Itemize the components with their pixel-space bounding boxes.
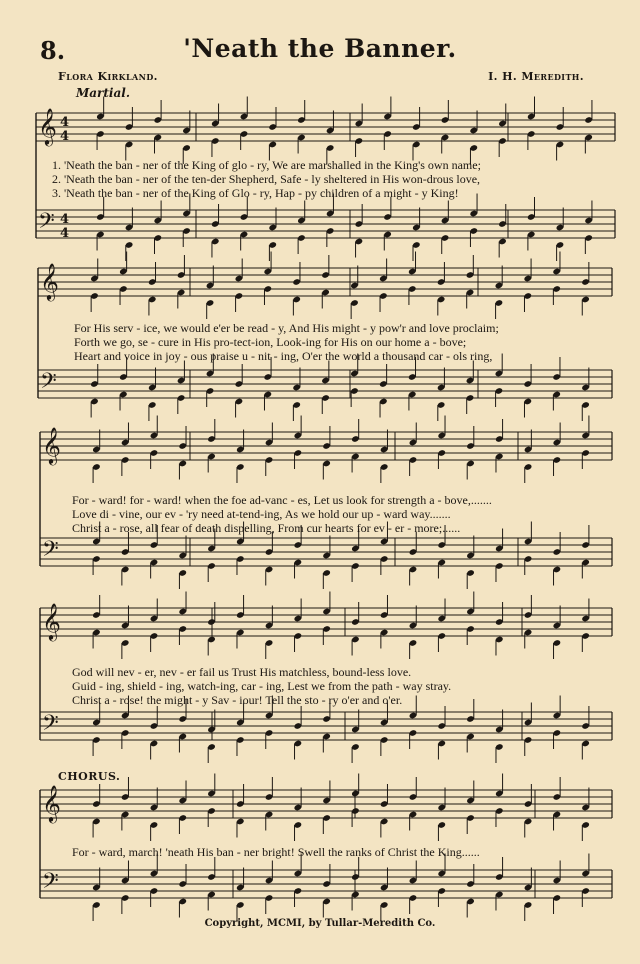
bass-clef-icon: 𝄢	[42, 537, 59, 567]
lyric-line: For His serv - ice, we would e'er be read - y, And His might - y pow'r and love proclaim;	[74, 321, 499, 335]
time-signature-bottom: 4	[60, 226, 70, 241]
bass-clef-icon: 𝄢	[40, 369, 57, 399]
lyricist-credit: Flora Kirkland.	[58, 70, 158, 83]
time-signature-top: 4	[60, 115, 70, 130]
treble-clef-icon: 𝄞	[40, 262, 59, 300]
treble-clef-icon: 𝄞	[42, 602, 61, 640]
lyric-line: 1. 'Neath the ban - ner of the King of glo - ry, We are marshalled in the King's own name;	[52, 158, 481, 172]
lyric-line: For - ward, march! 'neath His ban - ner bright! Swell the ranks of Christ the King......	[72, 845, 480, 859]
bass-clef-icon: 𝄢	[38, 209, 55, 239]
lyric-line: Love di - vine, our ev - 'ry need at-tend-ing, As we hold our up - ward way.......	[72, 507, 451, 521]
treble-clef-icon: 𝄞	[42, 784, 61, 822]
lyric-line: Heart and voice in joy - ous praise u - nit - ing, O'er the world a thousand car - ols ring,	[74, 349, 493, 363]
chorus-label: CHORUS.	[58, 770, 121, 783]
lyric-line: 2. 'Neath the ban - ner of the ten-der Shepherd, Safe - ly sheltered in His won-drous love,	[52, 172, 481, 186]
composer-credit: I. H. Meredith.	[488, 70, 584, 83]
lyric-line: For - ward! for - ward! when the foe ad-vanc - es, Let us look for strength a - bove,.......	[72, 493, 492, 507]
copyright-notice: Copyright, MCMI, by Tullar-Meredith Co.	[204, 918, 436, 929]
time-signature-bottom: 4	[60, 129, 70, 144]
bass-clef-icon: 𝄢	[42, 869, 59, 899]
lyric-line: Christ a - rose! the might - y Sav - iour! Tell the sto - ry o'er and o'er.	[72, 693, 403, 707]
treble-clef-icon: 𝄞	[38, 107, 57, 145]
lyric-line: 3. 'Neath the ban - ner of the King of Glo - ry, Hap - py children of a might - y King!	[52, 186, 459, 200]
time-signature-top: 4	[60, 212, 70, 227]
bass-clef-icon: 𝄢	[42, 711, 59, 741]
hymn-number: 8.	[40, 36, 66, 65]
tempo-marking: Martial.	[76, 86, 130, 100]
lyric-line: Christ a - rose, all fear of death dispelling, From cur hearts for ev - er - more;......	[72, 521, 461, 535]
lyric-line: Forth we go, se - cure in His pro-tect-ion, Look-ing for His on our home a - bove;	[74, 335, 467, 349]
treble-clef-icon: 𝄞	[42, 426, 61, 464]
lyric-line: Guid - ing, shield - ing, watch-ing, car - ing, Lest we from the path - way stray.	[72, 679, 452, 693]
hymn-title: 'Neath the Banner.	[183, 34, 457, 63]
lyric-line: God will nev - er, nev - er fail us Trust His matchless, bound-less love.	[72, 665, 412, 679]
